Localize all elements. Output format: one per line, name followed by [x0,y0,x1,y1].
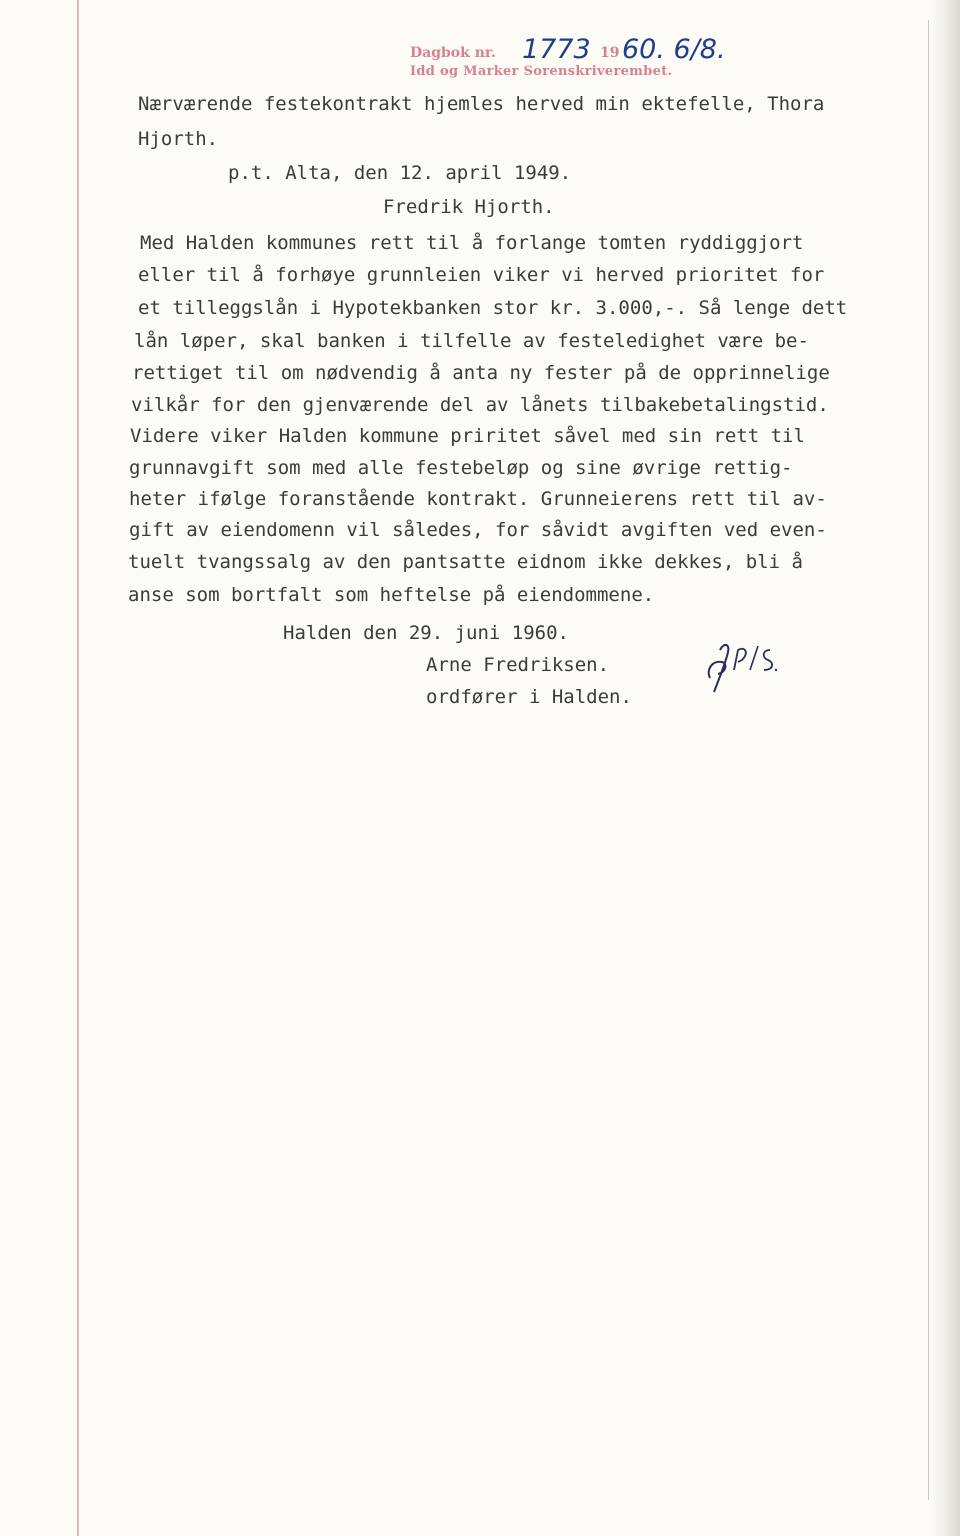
text-line: Videre viker Halden kommune priritet såvel med sin rett til [130,425,805,447]
text-line: vilkår for den gjenværende del av lånets tilbakebetalingstid. [131,394,829,416]
page-fold-line [928,20,929,1500]
stamp-dagbok-label: Dagbok nr. [410,45,496,61]
signer-title: ordfører i Halden. [426,686,632,708]
stamp-office-name: Idd og Marker Sorenskriverembet. [410,64,673,79]
margin-line [77,0,79,1536]
signer-name: Arne Fredriksen. [426,654,610,676]
text-line: grunnavgift som med alle festebeløp og sine øvrige rettig- [129,457,793,479]
text-line: Halden den 29. juni 1960. [283,622,569,644]
text-line: Hjorth. [138,128,219,150]
text-line: rettiget til om nødvendig å anta ny fester på de opprinnelige [132,362,830,384]
text-line: p.t. Alta, den 12. april 1949. [228,162,572,184]
text-line: et tilleggslån i Hypotekbanken stor kr. 3.000,-. Så lenge dett [138,297,848,319]
handwritten-date: 60. 6/8. [622,34,726,65]
page-edge-shadow [930,0,960,1536]
text-line: lån løper, skal banken i tilfelle av festeledighet være be- [134,330,809,352]
text-line: anse som bortfalt som heftelse på eiendommene. [128,584,655,606]
stamp-year-prefix: 19 [600,45,620,61]
text-line: eller til å forhøye grunnleien viker vi herved prioritet for [138,264,825,286]
text-line: Fredrik Hjorth. [383,196,555,218]
text-line: tuelt tvangssalg av den pantsatte eidnom ikke dekkes, bli å [128,551,803,573]
handwritten-initials [700,636,790,696]
text-line: Nærværende festekontrakt hjemles herved min ektefelle, Thora [138,93,825,115]
text-line: Med Halden kommunes rett til å forlange tomten ryddiggjort [140,232,804,254]
text-line: heter ifølge foranstående kontrakt. Grunneierens rett til av- [129,488,827,510]
text-line: gift av eiendomenn vil således, for såvidt avgiften ved even- [129,519,827,541]
handwritten-number: 1773 [522,34,591,65]
